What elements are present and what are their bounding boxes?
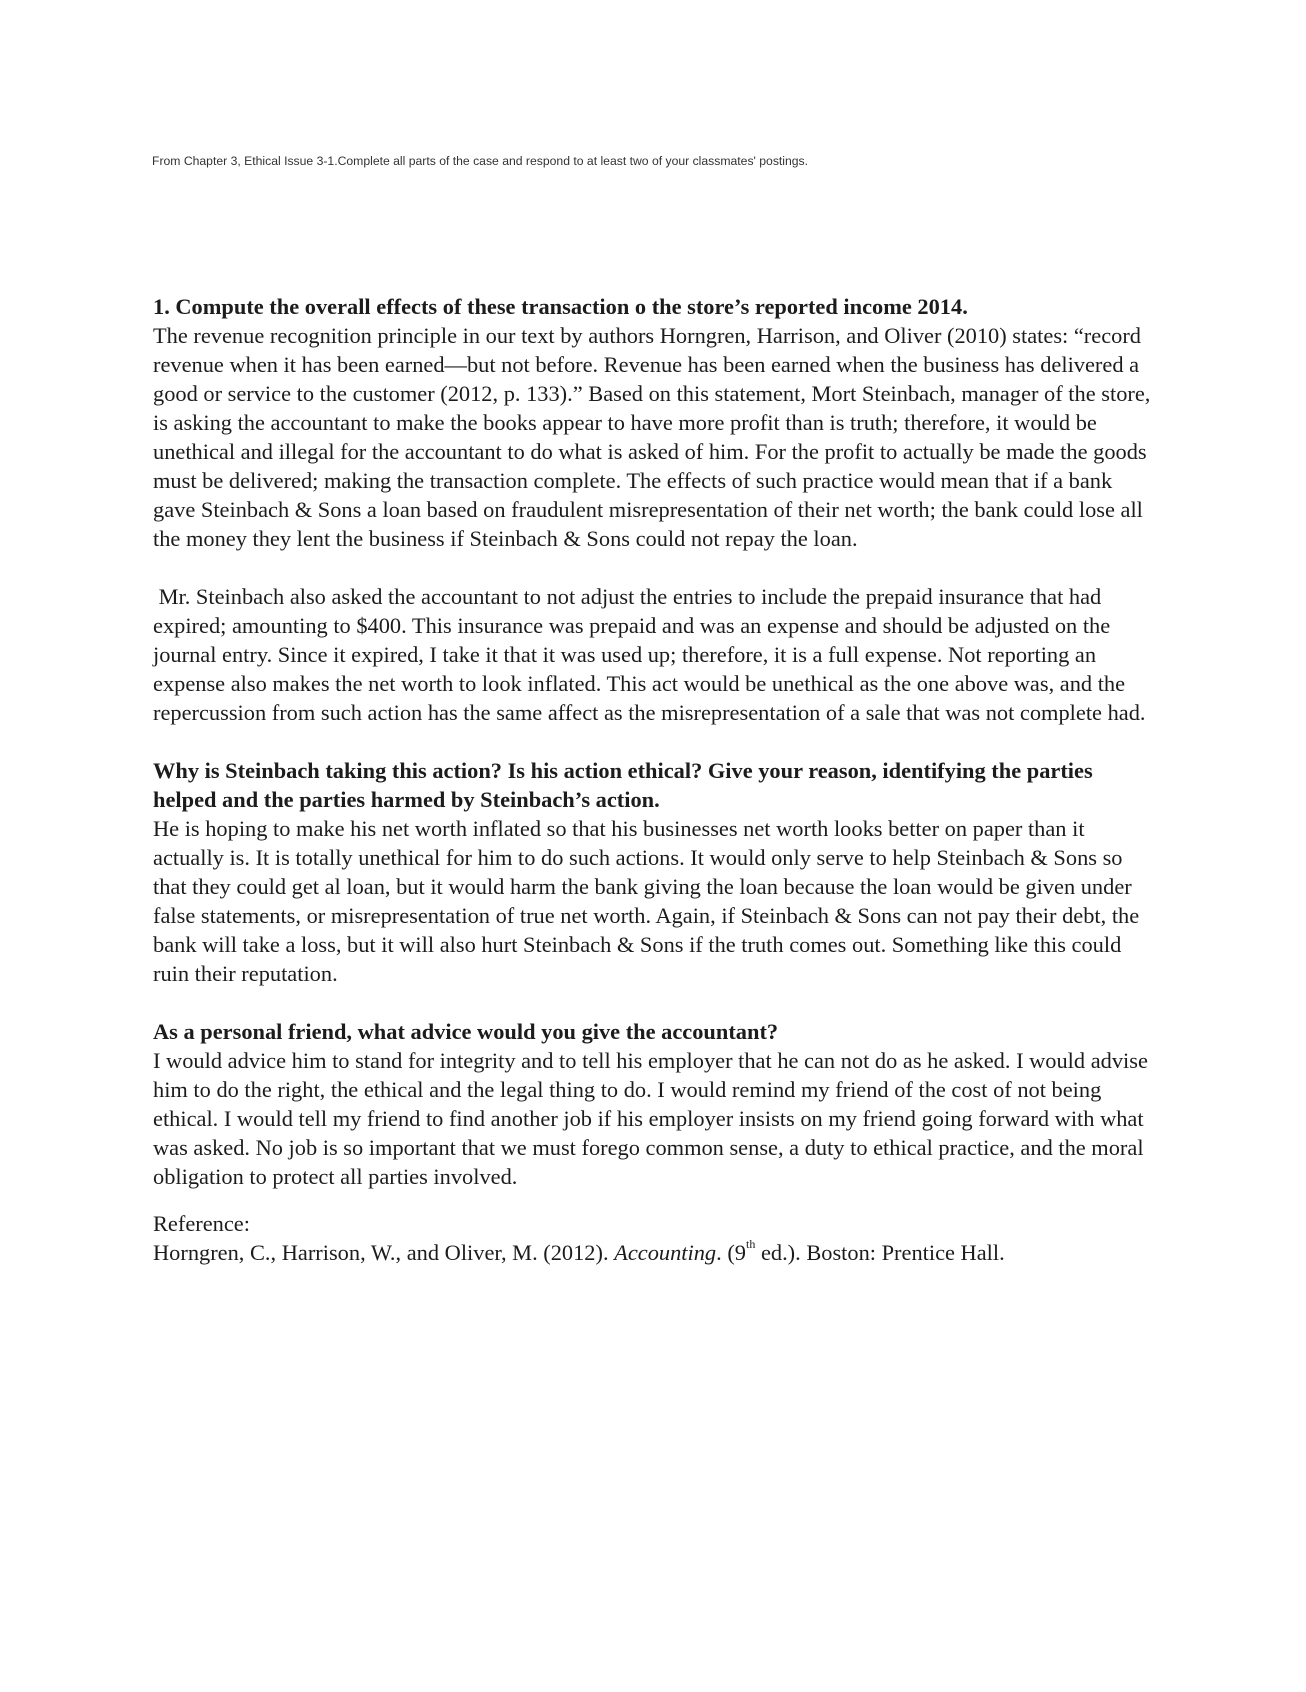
paragraph-spacer bbox=[153, 988, 1153, 1017]
section1-paragraph-1: The revenue recognition principle in our text by authors Horngren, Harrison, and Oliver (2010) states: “record revenue when it has been earned—but not before. Revenue has been earned when the business has delivered a good or service to the customer (2012, p. 133).” Based on this statement, Mort Steinbach, manager of the store, is asking the accountant to make the books appear to have more profit than is truth; therefore, it would be unethical and illegal for the accountant to do what is asked of him. For the profit to actually be made the goods must be delivered; making the transaction complete. The effects of such practice would mean that if a bank gave Steinbach & Sons a loan based on fraudulent misrepresentation of their net worth; the bank could lose all the money they lent the business if Steinbach & Sons could not repay the loan. bbox=[153, 323, 1151, 551]
section1-heading: 1. Compute the overall effects of these transaction o the store’s reported income 2014. bbox=[153, 294, 968, 319]
document-body bbox=[153, 292, 1153, 1267]
reference-book-title: Accounting bbox=[614, 1240, 717, 1265]
reference-authors: Horngren, C., Harrison, W., and Oliver, M. (2012). bbox=[153, 1240, 615, 1265]
reference-edition-pre: . (9 bbox=[716, 1240, 746, 1265]
reference-edition-superscript: th bbox=[746, 1236, 756, 1251]
section2-paragraph: He is hoping to make his net worth inflated so that his businesses net worth looks better on paper than it actually is. It is totally unethical for him to do such actions. It would only serve to help Steinbach & Sons so that they could get al loan, but it would harm the bank giving the loan because the loan would be given under false statements, or misrepresentation of true net worth. Again, if Steinbach & Sons can not pay their debt, the bank will take a loss, but it will also hurt Steinbach & Sons if the truth comes out. Something like this could ruin their reputation. bbox=[153, 816, 1140, 986]
reference-citation bbox=[153, 1238, 1153, 1267]
section3-heading: As a personal friend, what advice would you give the accountant? bbox=[153, 1019, 779, 1044]
reference-edition-post: ed.). Boston: Prentice Hall. bbox=[755, 1240, 1005, 1265]
section3-paragraph: I would advice him to stand for integrity and to tell his employer that he can not do as he asked. I would advise him to do the right, the ethical and the legal thing to do. I would remind my friend of the cost of not being ethical. I would tell my friend to find another job if his employer insists on my friend going forward with what was asked. No job is so important that we must forego common sense, a duty to ethical practice, and the moral obligation to protect all parties involved. bbox=[153, 1048, 1148, 1189]
reference-label: Reference: bbox=[153, 1211, 250, 1236]
paragraph-spacer bbox=[153, 1191, 1153, 1209]
paragraph-spacer bbox=[153, 553, 1153, 582]
assignment-instruction: From Chapter 3, Ethical Issue 3-1.Complete all parts of the case and respond to at least two of your classmates' postings. bbox=[152, 154, 809, 168]
paragraph-spacer bbox=[153, 727, 1153, 756]
section1-paragraph-2: Mr. Steinbach also asked the accountant to not adjust the entries to include the prepaid insurance that had expired; amounting to $400. This insurance was prepaid and was an expense and should be adjusted on the journal entry. Since it expired, I take it that it was used up; therefore, it is a full expense. Not reporting an expense also makes the net worth to look inflated. This act would be unethical as the one above was, and the repercussion from such action has the same affect as the misrepresentation of a sale that was not complete had. bbox=[153, 584, 1146, 725]
section2-heading: Why is Steinbach taking this action? Is his action ethical? Give your reason, identifying the parties helped and the parties harmed by Steinbach’s action. bbox=[153, 758, 1093, 812]
